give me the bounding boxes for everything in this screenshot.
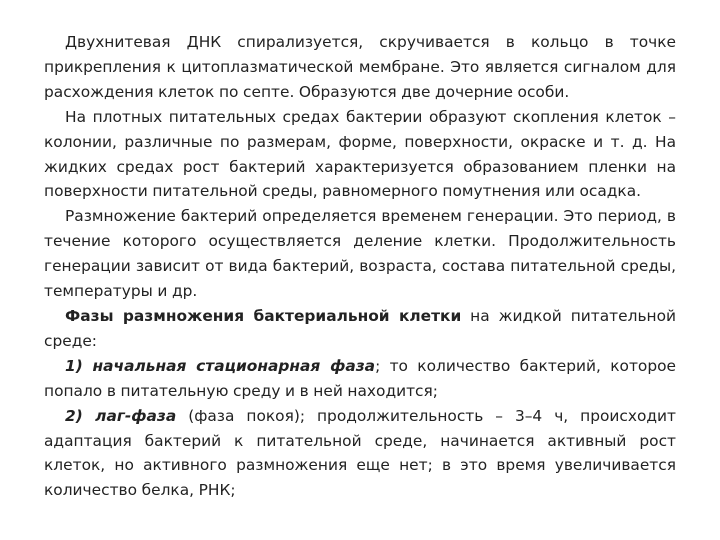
paragraph-text: ; то количество бактерий, которое попало в питательную среду и в ней находится; — [44, 356, 676, 400]
paragraph-dna-replication — [44, 30, 676, 105]
paragraph-text: На плотных питательных средах бактерии образуют скопления клеток – колонии, различные по размерам, форме, поверхности, окраске и т. д. На жидких средах рост бактерий характеризуется образованием пленки на поверхности питательной среды, равномерного помутнения или осадка. — [44, 107, 676, 201]
paragraph-text: Двухнитевая ДНК спирализуется, скручивается в кольцо в точке прикрепления к цитоплазматической мембране. Это является сигналом для расхождения клеток по септе. Образуются две дочерние особи. — [44, 33, 676, 101]
paragraph-text: (фаза покоя); продолжительность – 3–4 ч, происходит адаптация бактерий к питательной среде, начинается активный рост клеток, но активного размножения еще нет; в это время увеличивается количество белка, РНК; — [44, 406, 676, 500]
phases-heading-bold: Фазы размножения бактериальной клетки — [65, 306, 462, 325]
phase-1-title: 1) начальная стационарная фаза — [65, 356, 376, 375]
phase-2-title: 2) лаг-фаза — [65, 406, 177, 425]
paragraph-generation-time — [44, 204, 676, 304]
paragraph-phase-1 — [44, 354, 676, 404]
paragraph-text: Размножение бактерий определяется временем генерации. Это период, в течение которого осуществляется деление клетки. Продолжительность генерации зависит от вида бактерий, возраста, состава питательной среды, температуры и др. — [44, 207, 676, 301]
paragraph-text: на жидкой питательной среде: — [44, 306, 677, 350]
paragraph-colonies — [44, 105, 676, 205]
paragraph-phases-heading — [44, 304, 676, 354]
paragraph-phase-2 — [44, 404, 676, 504]
